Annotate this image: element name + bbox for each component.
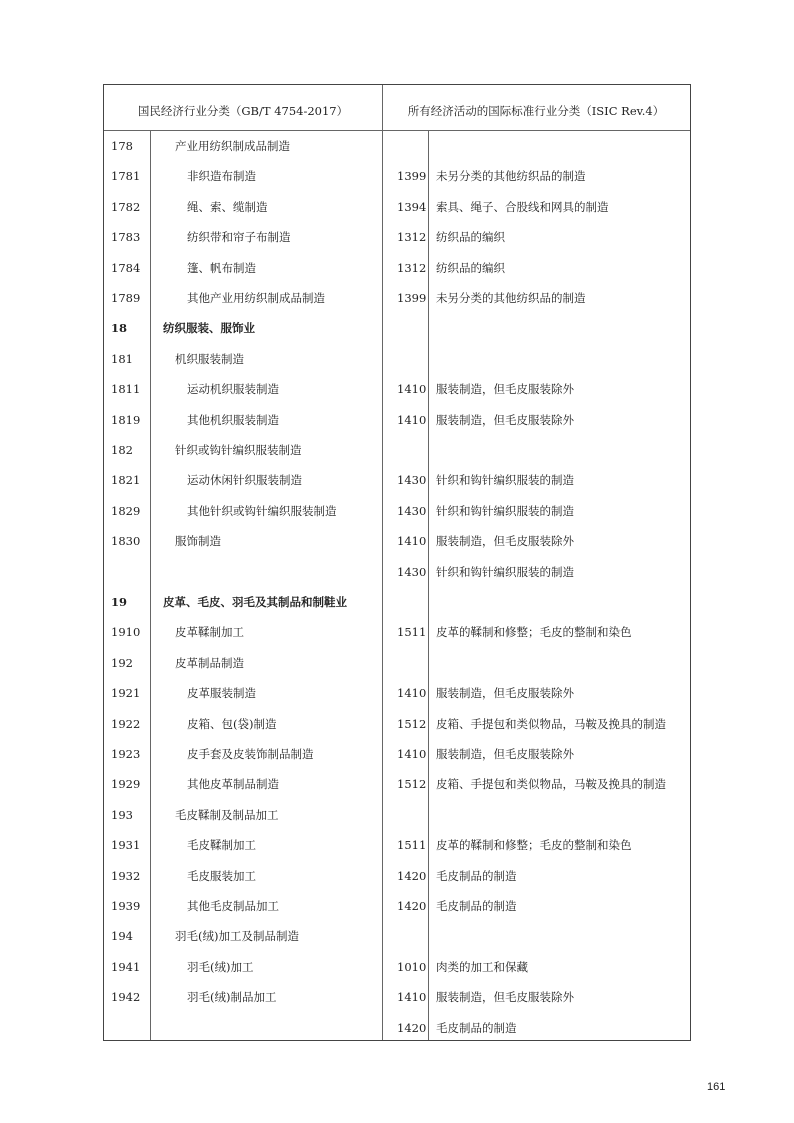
table-row [104, 557, 690, 587]
table-row [104, 921, 690, 951]
isic-code: 1511 [397, 838, 427, 853]
table-row [104, 161, 690, 191]
gb-code: 1782 [111, 199, 141, 214]
isic-description: 索具、绳子、合股线和网具的制造 [436, 199, 609, 214]
gb-code: 1781 [111, 169, 141, 184]
isic-code: 1410 [397, 747, 427, 761]
isic-code: 1410 [397, 382, 427, 397]
table-row [104, 465, 690, 495]
table-row [104, 192, 690, 222]
gb-code: 1821 [111, 473, 141, 488]
table-row [104, 1013, 690, 1043]
isic-description: 毛皮制品的制造 [436, 899, 517, 913]
isic-code: 1410 [397, 412, 427, 427]
gb-name: 皮革服装制造 [187, 686, 256, 701]
gb-name: 毛皮服装加工 [187, 868, 256, 883]
isic-code: 1420 [397, 868, 427, 883]
gb-code: 1829 [111, 503, 141, 518]
gb-code: 1910 [111, 625, 141, 640]
gb-name: 纺织带和帘子布制造 [187, 230, 291, 245]
isic-code: 1512 [397, 777, 427, 792]
gb-name: 其他皮革制品制造 [187, 777, 279, 792]
isic-code: 1430 [397, 503, 427, 518]
isic-description: 服装制造，但毛皮服装除外 [436, 534, 574, 549]
table-row [104, 678, 690, 708]
isic-code: 1010 [397, 959, 427, 974]
table-row [104, 374, 690, 404]
gb-name: 绳、索、缆制造 [187, 199, 268, 214]
gb-name: 羽毛(绒)加工 [187, 959, 254, 974]
isic-description: 纺织品的编织 [436, 230, 505, 245]
isic-code: 1420 [397, 1020, 427, 1035]
gb-code: 1932 [111, 868, 141, 883]
table-row [104, 739, 690, 769]
isic-description: 皮箱、手提包和类似物品，马鞍及挽具的制造 [436, 716, 666, 731]
isic-description: 未另分类的其他纺织品的制造 [436, 291, 586, 305]
isic-description: 服装制造，但毛皮服装除外 [436, 412, 574, 427]
gb-name: 毛皮鞣制加工 [187, 838, 256, 853]
gb-code: 1922 [111, 716, 141, 731]
isic-code: 1399 [397, 169, 427, 184]
gb-code: 1923 [111, 747, 141, 761]
table-row [104, 587, 690, 617]
header-isic: 所有经济活动的国际标准行业分类（ISIC Rev.4） [382, 85, 690, 131]
classification-table [103, 84, 691, 1041]
table-row [104, 617, 690, 647]
isic-code: 1312 [397, 230, 427, 245]
gb-code: 1783 [111, 230, 141, 245]
gb-name: 其他产业用纺织制成品制造 [187, 291, 325, 305]
gb-name: 皮革鞣制加工 [175, 625, 244, 640]
gb-code: 1819 [111, 412, 141, 427]
gb-code: 18 [111, 321, 128, 336]
isic-code: 1394 [397, 199, 427, 214]
gb-code: 182 [111, 443, 133, 457]
gb-code: 19 [111, 595, 128, 609]
gb-name: 服饰制造 [175, 534, 221, 549]
isic-description: 皮革的鞣制和修整；毛皮的整制和染色 [436, 625, 632, 640]
gb-code: 1789 [111, 291, 141, 305]
isic-code: 1410 [397, 534, 427, 549]
table-row [104, 769, 690, 799]
table-row [104, 253, 690, 283]
isic-code: 1430 [397, 473, 427, 488]
gb-name: 非织造布制造 [187, 169, 256, 184]
gb-name: 羽毛(绒)加工及制品制造 [175, 929, 299, 944]
table-row [104, 861, 690, 891]
gb-code: 1929 [111, 777, 141, 792]
isic-description: 服装制造，但毛皮服装除外 [436, 747, 574, 761]
table-row [104, 800, 690, 830]
gb-name: 皮箱、包(袋)制造 [187, 716, 277, 731]
isic-description: 服装制造，但毛皮服装除外 [436, 382, 574, 397]
gb-name: 纺织服装、服饰业 [163, 321, 255, 336]
isic-code: 1511 [397, 625, 427, 640]
isic-code: 1420 [397, 899, 427, 913]
table-row [104, 496, 690, 526]
gb-code: 194 [111, 929, 133, 944]
gb-name: 其他毛皮制品加工 [187, 899, 279, 913]
gb-name: 羽毛(绒)制品加工 [187, 990, 277, 1005]
table-row [104, 526, 690, 556]
table-row [104, 435, 690, 465]
gb-code: 1784 [111, 260, 141, 275]
isic-description: 纺织品的编织 [436, 260, 505, 275]
gb-name: 其他机织服装制造 [187, 412, 279, 427]
gb-code: 192 [111, 655, 133, 670]
isic-code: 1399 [397, 291, 427, 305]
gb-name: 皮手套及皮装饰制品制造 [187, 747, 314, 761]
isic-description: 肉类的加工和保藏 [436, 959, 528, 974]
isic-description: 皮箱、手提包和类似物品，马鞍及挽具的制造 [436, 777, 666, 792]
gb-name: 皮革制品制造 [175, 655, 244, 670]
gb-name: 毛皮鞣制及制品加工 [175, 807, 279, 822]
isic-description: 针织和钩针编织服装的制造 [436, 564, 574, 579]
table-row [104, 830, 690, 860]
gb-code: 1811 [111, 382, 141, 397]
table-row [104, 648, 690, 678]
header-gb: 国民经济行业分类（GB/T 4754-2017） [104, 85, 382, 131]
table-row [104, 709, 690, 739]
table-row [104, 952, 690, 982]
table-row [104, 222, 690, 252]
gb-name: 针织或钩针编织服装制造 [175, 443, 302, 457]
isic-code: 1410 [397, 990, 427, 1005]
table-row [104, 283, 690, 313]
table-row [104, 344, 690, 374]
isic-description: 毛皮制品的制造 [436, 1020, 517, 1035]
isic-code: 1512 [397, 716, 427, 731]
gb-code: 178 [111, 139, 133, 153]
isic-code: 1410 [397, 686, 427, 701]
table-row [104, 405, 690, 435]
page-number: 161 [707, 1081, 726, 1093]
isic-description: 服装制造，但毛皮服装除外 [436, 990, 574, 1005]
table-row [104, 982, 690, 1012]
gb-code: 181 [111, 351, 133, 366]
isic-description: 服装制造，但毛皮服装除外 [436, 686, 574, 701]
isic-description: 针织和钩针编织服装的制造 [436, 473, 574, 488]
gb-code: 1931 [111, 838, 141, 853]
gb-name: 篷、帆布制造 [187, 260, 256, 275]
gb-code: 193 [111, 807, 133, 822]
isic-code: 1312 [397, 260, 427, 275]
gb-name: 运动机织服装制造 [187, 382, 279, 397]
isic-description: 针织和钩针编织服装的制造 [436, 503, 574, 518]
table-row [104, 313, 690, 343]
gb-code: 1941 [111, 959, 141, 974]
gb-code: 1830 [111, 534, 141, 549]
gb-code: 1921 [111, 686, 141, 701]
gb-code: 1939 [111, 899, 141, 913]
isic-description: 未另分类的其他纺织品的制造 [436, 169, 586, 184]
table-row [104, 891, 690, 921]
isic-description: 皮革的鞣制和修整；毛皮的整制和染色 [436, 838, 632, 853]
gb-code: 1942 [111, 990, 141, 1005]
gb-name: 产业用纺织制成品制造 [175, 139, 290, 153]
gb-name: 机织服装制造 [175, 351, 244, 366]
gb-name: 其他针织或钩针编织服装制造 [187, 503, 337, 518]
isic-description: 毛皮制品的制造 [436, 868, 517, 883]
isic-code: 1430 [397, 564, 427, 579]
table-row [104, 131, 690, 161]
gb-name: 皮革、毛皮、羽毛及其制品和制鞋业 [163, 595, 347, 609]
gb-name: 运动休闲针织服装制造 [187, 473, 302, 488]
